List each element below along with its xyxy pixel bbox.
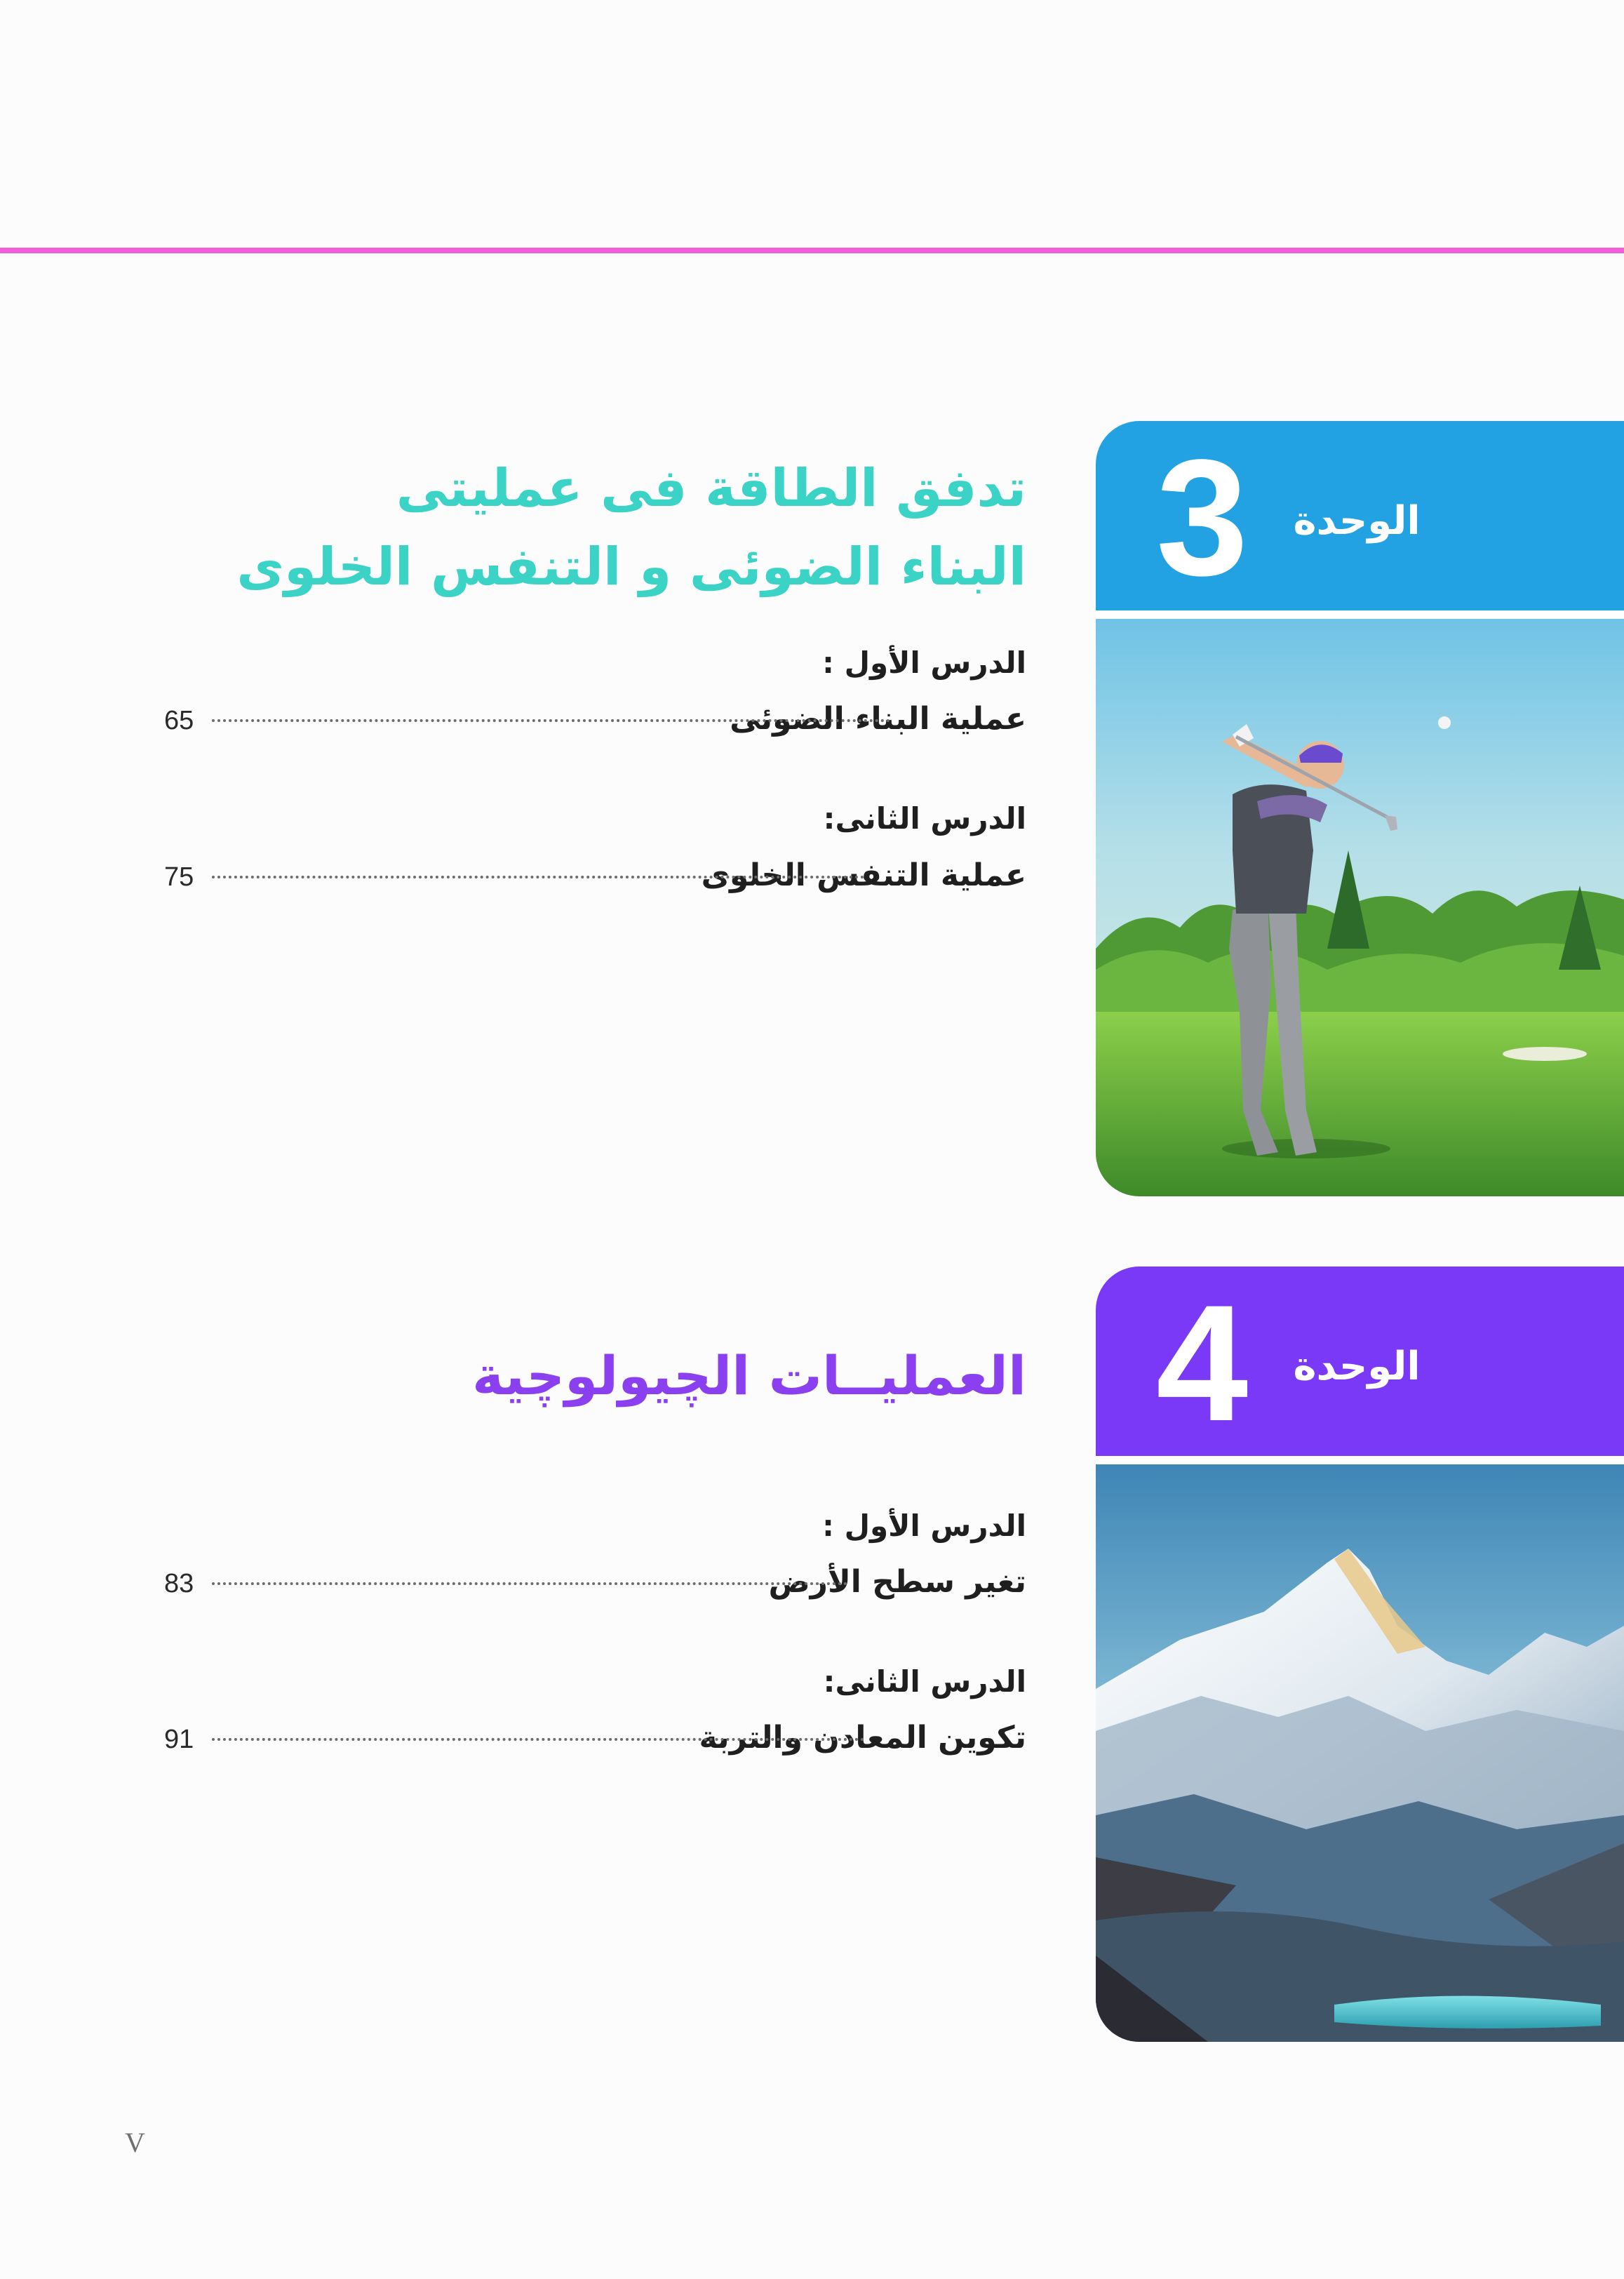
page-number[interactable]: 91 — [164, 1725, 194, 1754]
leader-dots — [212, 719, 890, 722]
toc-entry[interactable] — [164, 1716, 1026, 1760]
unit-label: الوحدة — [1293, 1344, 1421, 1389]
unit-4-header-band — [1096, 1267, 1624, 1456]
leader-dots — [212, 1582, 847, 1585]
top-rule — [0, 248, 1624, 253]
unit-title-line: البناء الضوئى و التنفس الخلوى — [236, 537, 1026, 597]
unit-4-section — [0, 1267, 1624, 2042]
unit-title-line: العمليــات الچيولوچية — [472, 1344, 1026, 1407]
unit-4-card — [1096, 1267, 1624, 2042]
unit-label: الوحدة — [1293, 498, 1421, 544]
lesson-heading: الدرس الثانى: — [823, 801, 1026, 836]
unit-number: 3 — [1156, 425, 1249, 610]
lesson-heading: الدرس الأول : — [822, 1509, 1026, 1543]
unit-number: 4 — [1156, 1271, 1249, 1456]
leader-dots — [212, 876, 864, 878]
toc-entry[interactable] — [164, 697, 1026, 742]
toc-entry[interactable] — [164, 1560, 1026, 1605]
golfer-photo — [1096, 619, 1624, 1196]
unit-3-header-band — [1096, 421, 1624, 610]
unit-3-title — [184, 449, 1026, 606]
unit-4-title — [184, 1337, 1026, 1415]
unit-3-section — [0, 421, 1624, 1196]
mountain-photo — [1096, 1464, 1624, 2042]
lesson-title[interactable]: تكوين المعادن والتربة — [699, 1720, 1026, 1756]
unit-3-card — [1096, 421, 1624, 1196]
lesson-heading: الدرس الثانى: — [823, 1664, 1026, 1699]
lesson-title[interactable]: تغير سطح الأرض — [768, 1564, 1026, 1600]
lesson-title[interactable]: عملية البناء الضوئى — [730, 701, 1026, 737]
page-number[interactable]: 65 — [164, 706, 194, 735]
unit-title-line: تدفق الطاقة فى عمليتى — [396, 458, 1026, 519]
page-number[interactable]: 75 — [164, 862, 194, 892]
leader-dots — [212, 1738, 864, 1741]
lesson-heading: الدرس الأول : — [822, 646, 1026, 680]
page-number[interactable]: 83 — [164, 1569, 194, 1598]
lesson-title[interactable]: عملية التنفس الخلوى — [701, 857, 1026, 893]
page-folio: V — [125, 2127, 145, 2158]
toc-entry[interactable] — [164, 853, 1026, 898]
